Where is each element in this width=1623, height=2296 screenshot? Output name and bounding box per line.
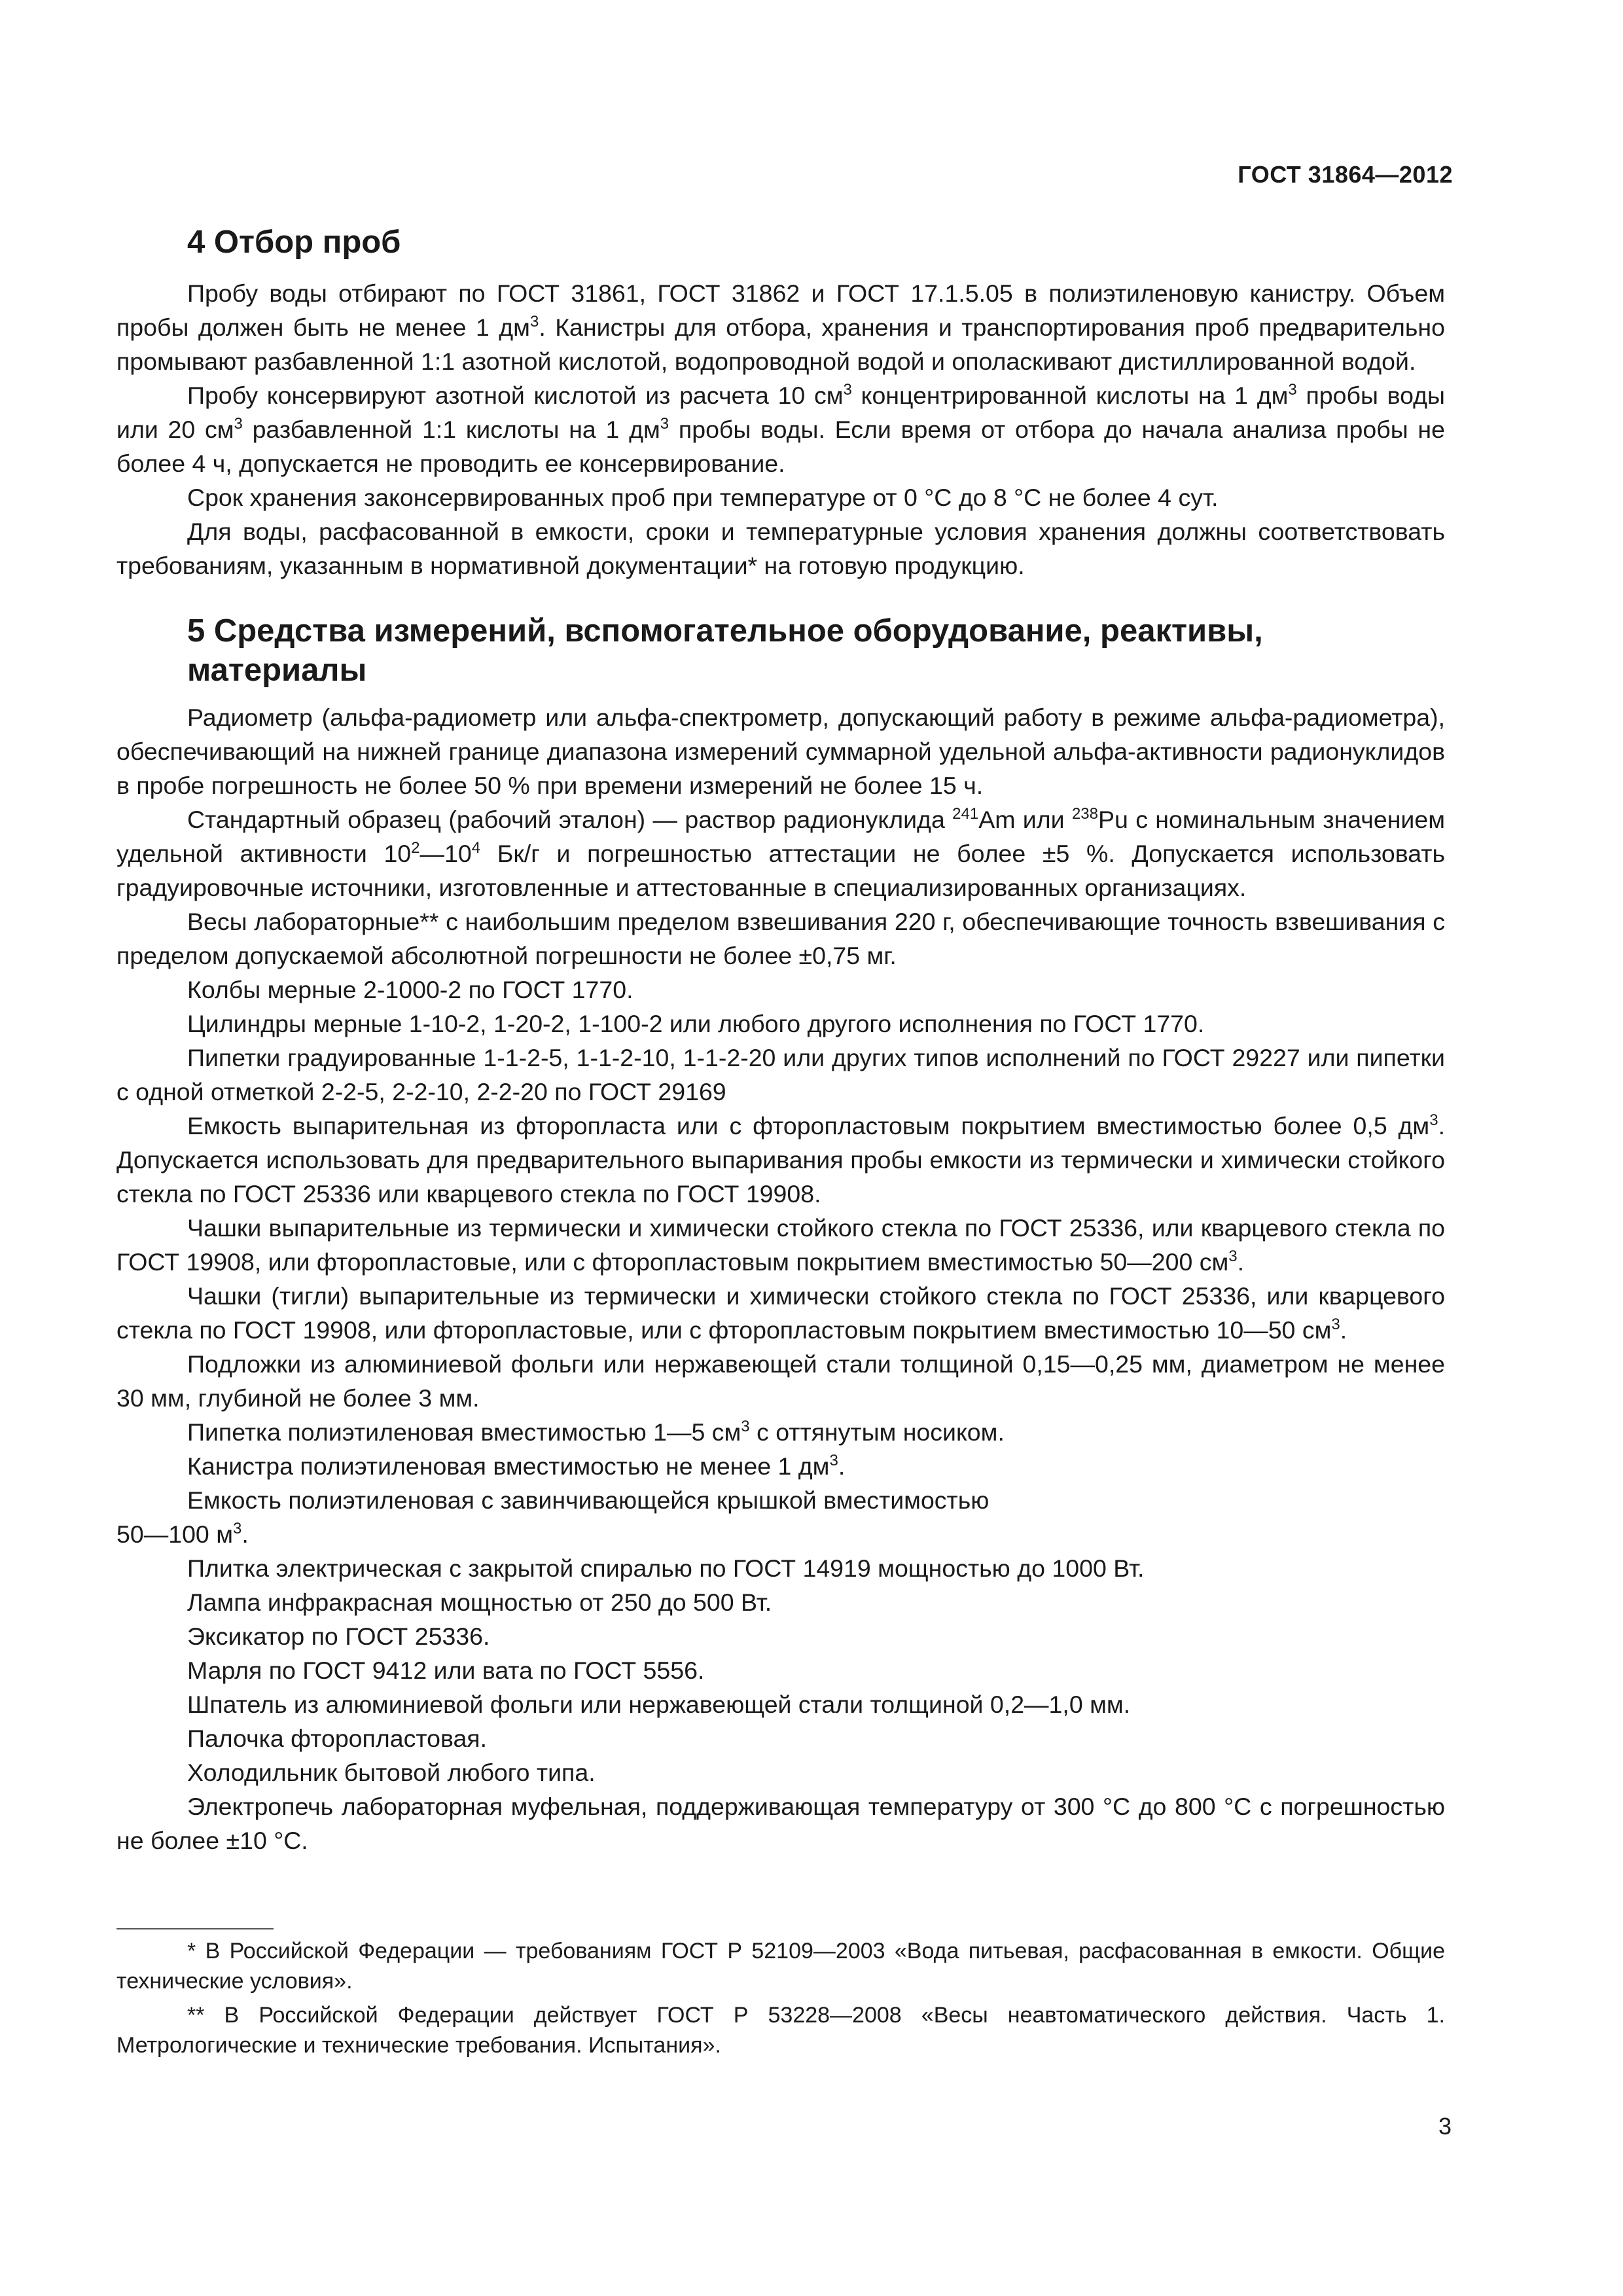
paragraph: Холодильник бытовой любого типа. (187, 1759, 596, 1786)
paragraph: Емкость выпарительная из фторопласта или с фторопластовым покрытием вместимостью более 0,5 $дм^3$. Допускается использовать для предварительного выпаривания пробы емкости из термически и химически стойкого стекла по ГОСТ 25336 или кварцевого стекла по ГОСТ 19908. (116, 1111, 1445, 1208)
paragraph: Цилиндры мерные 1-10-2, 1-20-2, 1-100-2 или любого другого исполнения по ГОСТ 1770. (187, 1010, 1205, 1037)
section-5-title-line-1: 5 Средства измерений, вспомогательное оборудование, реактивы, (187, 613, 1263, 649)
paragraph: Электропечь лабораторная муфельная, поддерживающая температуру от 300 °С до 800 °С с погрешностью не более ±10 °С. (116, 1793, 1445, 1854)
section-4-body (116, 276, 1445, 583)
paragraph: Пробу консервируют азотной кислотой из расчета 10 $см^3$ концентрированной кислоты на 1 $дм^3$ пробы воды или 20 $см^3$ разбавленной 1:1 кислоты на 1 $дм^3$ пробы воды. Если время от отбора до начала анализа пробы не более 4 ч, допускается не проводить ее консервирование. (116, 381, 1446, 477)
paragraph: Эксикатор по ГОСТ 25336. (187, 1623, 490, 1650)
paragraph: Чашки выпарительные из термически и химически стойкого стекла по ГОСТ 25336, или кварцевого стекла по ГОСТ 19908, или фторопластовые, или с фторопластовым покрытием вместимостью 50—200 $см^3$. (116, 1214, 1445, 1276)
paragraph: Колбы мерные 2-1000-2 по ГОСТ 1770. (187, 976, 633, 1003)
paragraph: Срок хранения законсервированных проб при температуре от 0 °С до 8 °С не более 4 сут. (187, 484, 1219, 511)
paragraph: Палочка фторопластовая. (187, 1725, 488, 1752)
paragraph: Лампа инфракрасная мощностью от 250 до 500 Вт. (187, 1588, 772, 1616)
footnotes (116, 1928, 1445, 2064)
paragraph: Плитка электрическая с закрытой спиралью по ГОСТ 14919 мощностью до 1000 Вт. (187, 1554, 1145, 1582)
paragraph: Радиометр (альфа-радиометр или альфа-спектрометр, допускающий работу в режиме альфа-радиометра), обеспечивающий на нижней границе диапазона измерений суммарной удельной альфа-активности радионуклидов в пробе погрешность не более 50 % при времени измерений не более 15 ч. (116, 704, 1445, 799)
paragraph: Пипетка полиэтиленовая вместимостью 1—5 $см^3$ с оттянутым носиком. (187, 1418, 1005, 1446)
document-header-id: ГОСТ 31864—2012 (1238, 161, 1453, 188)
paragraph: Стандартный образец (рабочий эталон) — раствор радионуклида $^{241}$Am или $^{238}$Pu с номинальным значением удельной активности $10^2—10^4$ Бк/г и погрешностью аттестации не более ±5 %. Допускается использовать градуировочные источники, изготовленные и аттестованные в специализированных организациях. (116, 805, 1445, 901)
section-4-title: 4 Отбор проб (187, 224, 401, 260)
footnote-divider (116, 1928, 274, 1929)
page-number: 3 (1438, 2113, 1452, 2140)
footnote: ** В Российской Федерации действует ГОСТ Р 53228—2008 «Весы неавтоматического действия. Часть 1. Метрологические и технические требования. Испытания». (116, 2003, 1445, 2058)
footnote: * В Российской Федерации — требованиям ГОСТ Р 52109—2003 «Вода питьевая, расфасованная в емкости. Общие технические условия». (116, 1939, 1445, 1994)
paragraph: Подложки из алюминиевой фольги или нержавеющей стали толщиной 0,15—0,25 мм, диаметром не менее 30 мм, глубиной не более 3 мм. (116, 1350, 1445, 1412)
section-5-body (116, 700, 1445, 1857)
section-5-title (187, 611, 1445, 690)
paragraph: Канистра полиэтиленовая вместимостью не менее 1 $дм^3$. (187, 1452, 846, 1480)
section-5-title-line-2: материалы (187, 653, 367, 688)
paragraph: Пипетки градуированные 1-1-2-5, 1-1-2-10, 1-1-2-20 или других типов исполнений по ГОСТ 29227 или пипетки с одной отметкой 2-2-5, 2-2-10, 2-2-20 по ГОСТ 29169 (116, 1044, 1445, 1105)
paragraph: Чашки (тигли) выпарительные из термически и химически стойкого стекла по ГОСТ 25336, или кварцевого стекла по ГОСТ 19908, или фторопластовые, или с фторопластовым покрытием вместимостью 10—50 $см^3$. (116, 1282, 1445, 1344)
paragraph: Шпатель из алюминиевой фольги или нержавеющей стали толщиной 0,2—1,0 мм. (187, 1691, 1131, 1718)
paragraph: Для воды, расфасованной в емкости, сроки и температурные условия хранения должны соответствовать требованиям, указанным в нормативной документации* на готовую продукцию. (116, 518, 1445, 579)
paragraph: Пробу воды отбирают по ГОСТ 31861, ГОСТ 31862 и ГОСТ 17.1.5.05 в полиэтиленовую канистру. Объем пробы должен быть не менее 1 $дм^3$. Канистры для отбора, хранения и транспортирования проб предварительно промывают разбавленной 1:1 азотной кислотой, водопроводной водой и ополаскивают дистиллированной водой. (116, 279, 1445, 375)
paragraph: Весы лабораторные** с наибольшим пределом взвешивания 220 г, обеспечивающие точность взвешивания с пределом допускаемой абсолютной погрешности не более ±0,75 мг. (116, 908, 1445, 969)
main-content (116, 223, 1445, 1857)
paragraph: Марля по ГОСТ 9412 или вата по ГОСТ 5556. (187, 1657, 705, 1684)
paragraph: Емкость полиэтиленовая с завинчивающейся крышкой вместимостью 50—100 $м^3$. (116, 1486, 990, 1548)
